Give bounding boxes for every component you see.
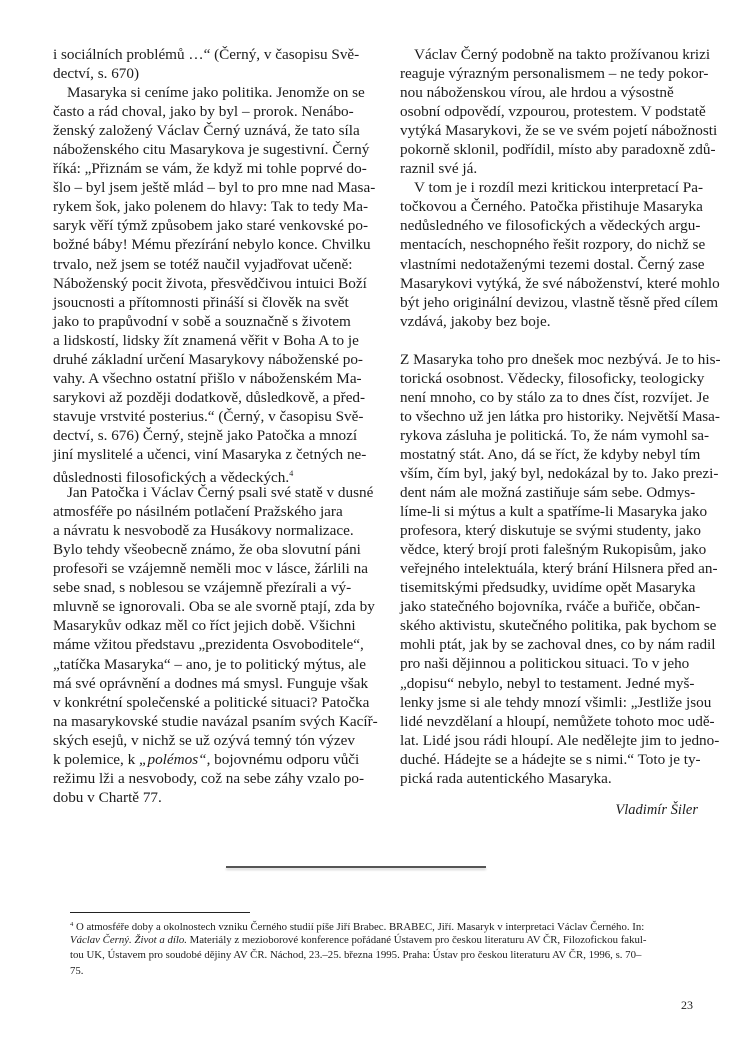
text-line: má své oprávnění a dodnes má smysl. Funguje však xyxy=(53,674,369,692)
text-line: duché. Hádejte se a hádejte se s nimi.“ Toto je ty- xyxy=(400,750,701,768)
text-line: být jeho originální devizou, vlastně těsně před cílem xyxy=(400,293,719,311)
text-line: nedůsledného ve filosofických a vědeckých argu- xyxy=(400,217,701,235)
text: důslednosti filosofických a vědeckých. xyxy=(53,469,290,487)
text-line: v konkrétní společenské a politické situaci? Patočka xyxy=(53,693,370,711)
text-line: druhé základní určení Masarykovy náboženské po- xyxy=(53,350,363,368)
text-line-polemos xyxy=(53,750,371,769)
text-line: dectví, s. 670) xyxy=(53,65,140,83)
text-line: není mnoho, co by stálo za to dnes číst, rozvíjet. Je xyxy=(400,388,710,406)
text-line: a návratu k nesvobodě za Husákovy normalizace. xyxy=(53,522,354,540)
left-column xyxy=(53,45,378,807)
text-line: mluvně se ignorovali. Oba se ale svorně ptají, zda by xyxy=(53,598,375,616)
text-line: nou náboženskou vírou, ale hrdou a výsostně xyxy=(400,84,674,102)
text-line: mohli ptát, jak by se zachoval dnes, co by nám radil xyxy=(400,636,716,654)
text-line: Náboženský pocit života, přesvědčivou intuici Boží xyxy=(53,274,367,292)
section-gap xyxy=(400,331,718,350)
text-line: náboženského citu Masarykova je sugestivní. Černý xyxy=(53,141,370,159)
text-line: jako to prapůvodní v sobě a souznačně s životem xyxy=(53,312,351,330)
text-line: a lidskostí, lidsky žít znamená věřit v Boha A to je xyxy=(53,331,359,349)
text-line: sarykovi až později dodatkově, důsledkově, a před- xyxy=(53,388,366,406)
footnote-line: tou UK, Ústavem pro soudobé dějiny AV ČR. Náchod, 23.–25. března 1995. Praha: Ústav pro českou literaturu AV ČR, 1996, s. 70– xyxy=(70,949,642,962)
text-line: vzdává, jakoby bez boje. xyxy=(400,312,551,330)
text-line: vytýká Masarykovi, že se ve svém pojetí nábožnosti xyxy=(400,122,718,140)
text-line: ských esejů, v nichž se už ozývá temný tón výzev xyxy=(53,731,355,749)
section-divider xyxy=(226,866,486,868)
text-line: ženský založený Václav Černý uznává, že tato síla xyxy=(53,122,360,140)
footnote-reference[interactable]: 4 xyxy=(289,469,294,479)
text-line: profesoři se vzájemně neměli moc v lásce, žárlili na xyxy=(53,560,369,578)
text-line: jiní myslitelé a učenci, viní Masaryka z četných ne- xyxy=(53,445,367,463)
text-line: dent nám ale možná zastiňuje sám sebe. Odmys- xyxy=(400,484,696,502)
paragraph-start: V tom je i rozdíl mezi kritickou interpretací Pa- xyxy=(414,179,704,197)
text-line: atmosféře po násilném potlačení Pražského jara xyxy=(53,503,343,521)
text-line: saryk věří týmž způsobem jako staré venkovské po- xyxy=(53,217,369,235)
text-line: tisemitskými předsudky, uvidíme opět Masaryka xyxy=(400,579,696,597)
text-line: božné báby! Mému přezírání nebylo konce. Chvilku xyxy=(53,236,371,254)
text-line: jako statečného bojovníka, rváče a buřiče, občan- xyxy=(400,598,701,616)
text-line: „tatíčka Masaryka“ – ano, je to politický mýtus, ale xyxy=(53,655,366,673)
text-line: šlo – byl jsem ještě mlád – byl to pro mne nad Masa- xyxy=(53,179,376,197)
text-line: Bylo tehdy všeobecně známo, že oba slovutní páni xyxy=(53,541,361,559)
text-line: rykem šok, jako polenem do hlavy: Tak to tedy Ma- xyxy=(53,198,368,216)
text-line: osobní odpovědí, vzpourou, protestem. V podstatě xyxy=(400,103,706,121)
text-line: veřejného intelektuála, který brání Hilsnera před an- xyxy=(400,560,718,578)
text-line: vědce, který brojí proti falešným Rukopisům, jako xyxy=(400,541,707,559)
text: Materiály z mezioborové konference pořádané Ústavem pro českou literaturu AV ČR, Filozofickou fakul- xyxy=(186,933,647,946)
text-line: vahy. A všechno ostatní přišlo v náboženském Ma- xyxy=(53,369,362,387)
text-line: stavuje vrstvité posterius.“ (Černý, v časopisu Svě- xyxy=(53,407,364,425)
paragraph-start: Václav Černý podobně na takto prožívanou krizi xyxy=(414,46,711,63)
footnote-rule xyxy=(70,912,250,913)
text-line: často a rád choval, jako by byl – prorok. Nenábo- xyxy=(53,103,354,121)
text-line: lenky jsme si ale tehdy mnozí všimli: „Jestliže jsou xyxy=(400,693,712,711)
text-line: vším, čím byl, jaký byl, nedokázal by to. Jako prezi- xyxy=(400,464,719,482)
text-line: trvalo, než jsem se totéž naučil vyjadřovat učeně: xyxy=(53,255,353,273)
text-line: sebe snad, s noblesou se vzájemně přezírali a vý- xyxy=(53,579,352,597)
text: O atmosféře doby a okolnostech vzniku Černého studií píše Jiří Brabec. BRABEC, Jiří. Masaryk v interpretaci Václav Černého. In: xyxy=(73,921,645,933)
text-line: „dopisu“ nebylo, nebyl to testament. Jedné myš- xyxy=(400,674,695,692)
text-line: pická rada autentického Masaryka. xyxy=(400,769,612,787)
text-line: pokorně sklonil, podřídil, místo aby paradoxně zdů- xyxy=(400,141,716,159)
text-line: mentacích, neschopného řešit rozpory, do nichž se xyxy=(400,236,706,254)
text-line: ského aktivistu, skutečného politika, pak bychom se xyxy=(400,617,717,635)
text-line: mostatný stát. Ano, dá se říct, že kdyby nebyl tím xyxy=(400,445,701,463)
footnote-line xyxy=(70,917,710,933)
text-line: vlastními nedotaženými tezemi dostal. Černý zase xyxy=(400,255,705,273)
footnote-line xyxy=(70,933,710,949)
text-line: líme-li si mýtus a kult a spatříme-li Masaryka jako xyxy=(400,503,708,521)
footnote-line: 75. xyxy=(70,964,84,977)
text-line: na masarykovské studie navázal psaním svých Kacíř- xyxy=(53,712,378,730)
text-line: lidé nevzdělaní a hloupí, nemůžete tohoto moc udě- xyxy=(400,712,715,730)
paragraph-start: Masaryka si ceníme jako politika. Jenomže on se xyxy=(67,84,365,102)
author-signature: Vladimír Šiler xyxy=(615,802,698,818)
text-line: máme vžitou představu „prezidenta Osvoboditele“, xyxy=(53,636,364,654)
text-line: pro naši dějinnou a politickou situaci. To v jeho xyxy=(400,655,690,673)
text-line: dectví, s. 676) Černý, stejně jako Patočka a mnozí xyxy=(53,426,358,444)
text-line: jsoucnosti a přítomnosti přináší si člověk na svět xyxy=(53,293,349,311)
text-line-with-footnote xyxy=(53,464,371,487)
text-line: profesora, který diskutuje se svými studenty, jako xyxy=(400,522,702,540)
right-column xyxy=(400,45,721,788)
footnote-number: 4 xyxy=(70,921,74,928)
text: k polemice, k xyxy=(53,750,140,768)
text-line: to všechno už jen látka pro historiky. Největší Masa- xyxy=(400,407,720,425)
text-line: říká: „Přiznám se vám, že když mi tohle poprvé do- xyxy=(53,160,367,178)
text-line: Masarykův odkaz měl co říct jejich době. Všichni xyxy=(53,617,356,635)
text-line: točkovou a Černého. Patočka přistihuje Masaryka xyxy=(400,198,703,216)
text-line: torická osobnost. Vědecky, filosoficky, teologicky xyxy=(400,369,705,387)
text-line: rykova zásluha je politická. To, že nám vymohl sa- xyxy=(400,426,710,444)
text-line: reaguje výrazným personalismem – ne tedy pokor- xyxy=(400,65,709,83)
italic-term: „polémos“ xyxy=(139,750,207,768)
paragraph-start: Z Masaryka toho pro dnešek moc nezbývá. Je to his- xyxy=(400,350,721,368)
italic-title: Václav Černý. Život a dílo. xyxy=(70,933,187,946)
text-line: Masarykovi vytýká, že své náboženství, které mohlo xyxy=(400,274,720,292)
text: , bojovnému odporu vůči xyxy=(206,750,360,768)
text-line: i sociálních problémů …“ (Černý, v časopisu Svě- xyxy=(53,46,360,63)
text-line: dobu v Chartě 77. xyxy=(53,788,162,806)
text-line: lat. Lidé jsou rádi hloupí. Ale nedělejte jim to jedno- xyxy=(400,731,720,749)
page-number: 23 xyxy=(681,998,693,1012)
text-line: raznil své já. xyxy=(400,160,478,178)
footnote xyxy=(70,917,710,979)
text-line: režimu lži a nesvobody, což na sebe záhy vzalo po- xyxy=(53,769,365,787)
paragraph-start: Jan Patočka i Václav Černý psali své statě v dusné xyxy=(67,484,374,502)
